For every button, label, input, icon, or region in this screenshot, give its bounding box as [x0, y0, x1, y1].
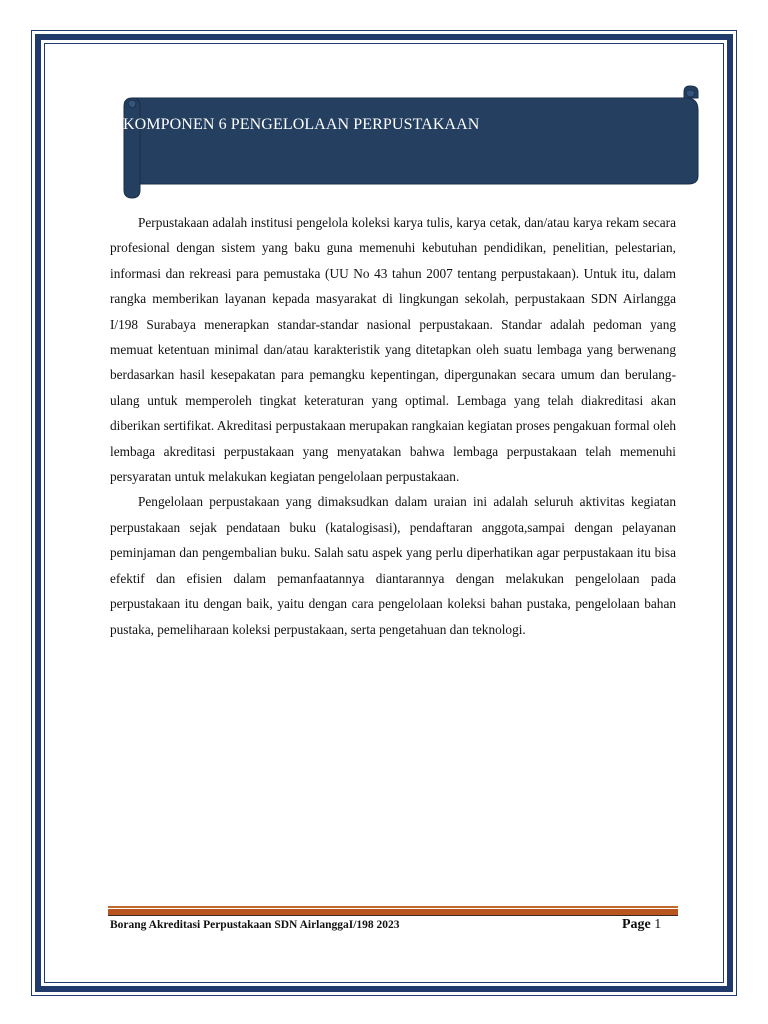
scroll-banner-shape — [118, 84, 702, 202]
footer-title: Borang Akreditasi Perpustakaan SDN AirlanggaI/198 2023 — [110, 919, 400, 931]
banner-title: KOMPONEN 6 PENGELOLAAN PERPUSTAKAAN — [123, 116, 480, 133]
paragraph-1: Perpustakaan adalah institusi pengelola koleksi karya tulis, karya cetak, dan/atau karya rekam secara profesional dengan sistem yang baku guna memenuhi kebutuhan pendidikan, penelitian, pelestarian, informasi dan rekreasi para pemustaka (UU No 43 tahun 2007 tentang perpustakaan). Untuk itu, dalam rangka memberikan layanan kepada masyarakat di lingkungan sekolah, perpustakaan SDN Airlangga I/198 Surabaya menerapkan standar-standar nasional perpustakaan. Standar adalah pedoman yang memuat ketentuan minimal dan/atau karakteristik yang ditetapkan oleh suatu lembaga yang berwenang berdasarkan hasil kesepakatan para pemangku kepentingan, dipergunakan secara umum dan berulang-ulang untuk memperoleh tingkat keteraturan yang optimal. Lembaga yang telah diakreditasi akan diberikan sertifikat. Akreditasi perpustakaan merupakan rangkaian kegiatan proses pengakuan formal oleh lembaga akreditasi perpustakaan yang menyatakan bahwa lembaga perpustakaan telah memenuhi persyaratan untuk melakukan kegiatan pengelolaan perpustakaan. — [110, 215, 676, 485]
body-text — [110, 210, 676, 642]
footer-rule — [108, 909, 678, 916]
page-label: Page — [622, 917, 651, 932]
paragraph-2: Pengelolaan perpustakaan yang dimaksudkan dalam uraian ini adalah seluruh aktivitas kegiatan perpustakaan sejak pendataan buku (katalogisasi), pendaftaran anggota,sampai dengan pelayanan peminjaman dan pengembalian buku. Salah satu aspek yang perlu diperhatikan agar perpustakaan itu bisa efektif dan efisien dalam pemanfaatannya diantarannya dengan melakukan pengelolaan pada perpustakaan itu dengan baik, yaitu dengan cara pengelolaan koleksi bahan pustaka, pengelolaan bahan pustaka, pemeliharaan koleksi perpustakaan, serta pengetahuan dan teknologi. — [110, 494, 676, 637]
scroll-banner — [118, 84, 702, 202]
page-number-value: 1 — [654, 917, 662, 932]
page-number — [622, 917, 661, 933]
